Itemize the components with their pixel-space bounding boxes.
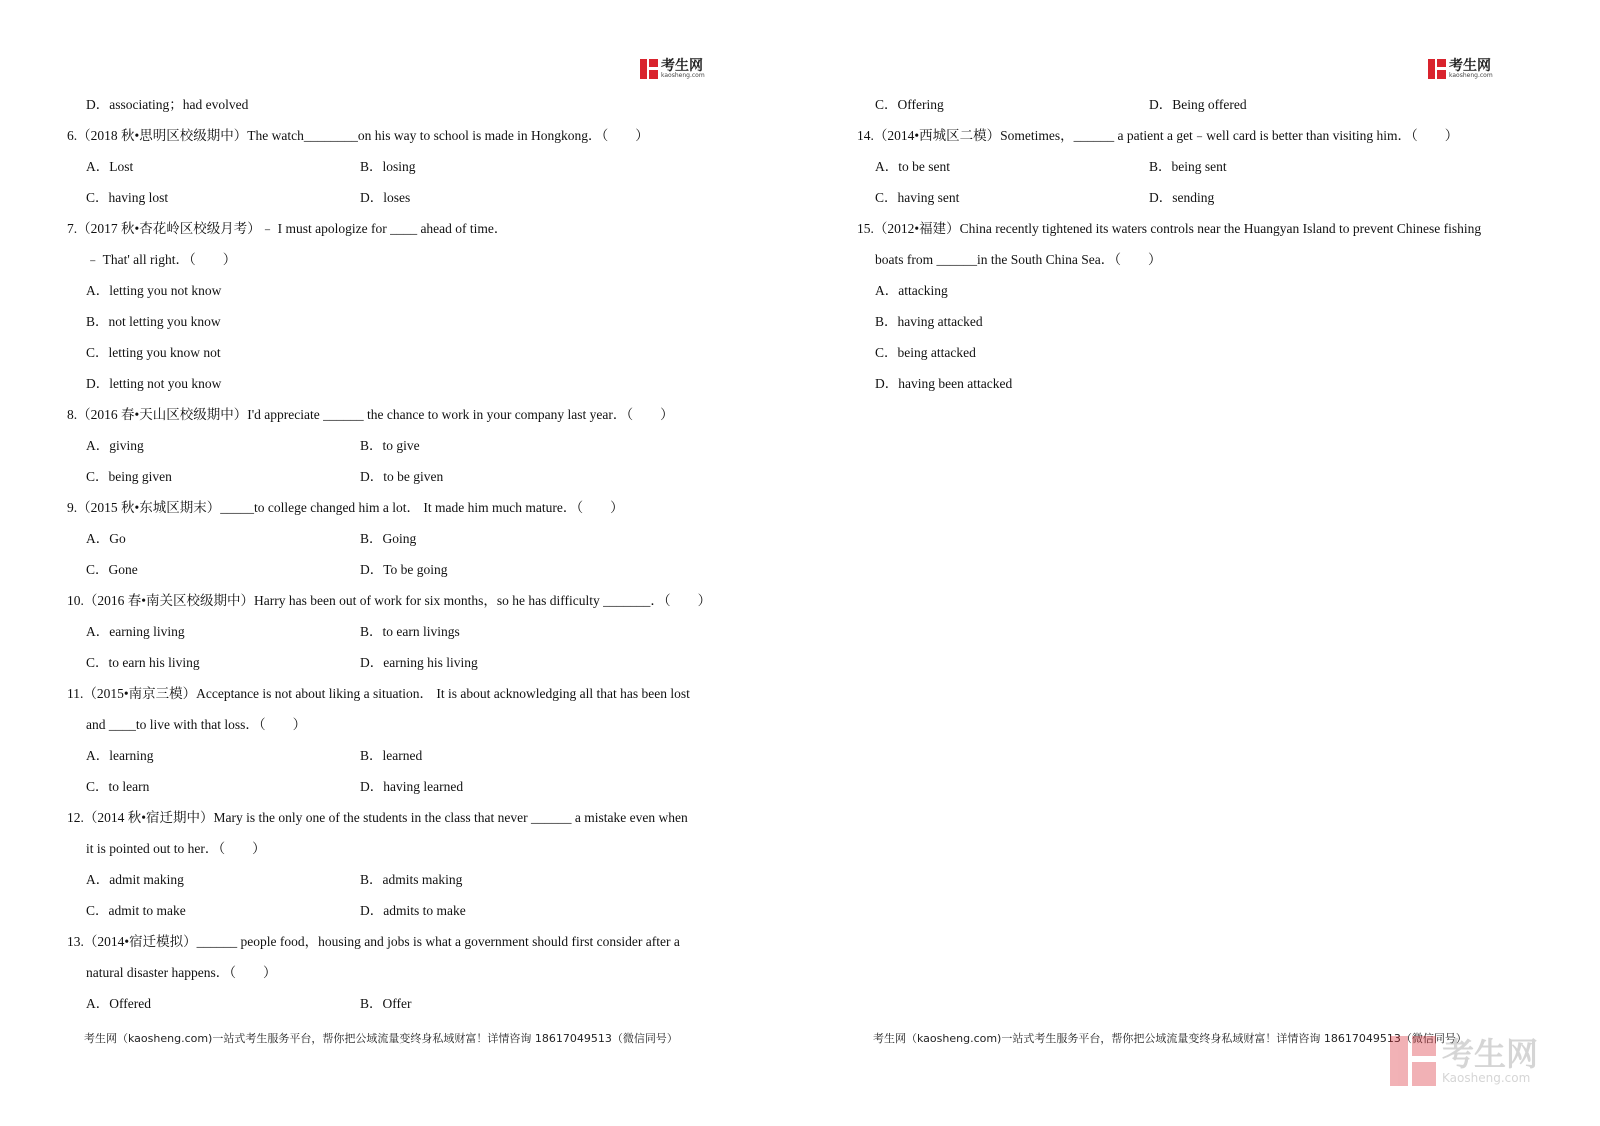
option-text: B．having attacked — [875, 314, 983, 329]
option-text: A．earning living — [86, 624, 185, 639]
option-text: B．admits making — [360, 872, 463, 887]
option-text: A．giving — [86, 438, 144, 453]
option-text: D．to be given — [360, 469, 444, 484]
question-text: it is pointed out to her．（ ） — [86, 841, 266, 856]
option-text: C．being attacked — [875, 345, 976, 360]
question-text: 13.（2014•宿迁模拟）______ people food，housing and jobs is what a government should first consider after a — [67, 934, 680, 949]
option-text: C．letting you know not — [86, 345, 221, 360]
kaosheng-logo — [640, 58, 705, 80]
watermark-name: 考生网 — [1442, 1035, 1539, 1073]
page-footer: 考生网（kaosheng.com)一站式考生服务平台，帮你把公域流量变终身私域财富！详情咨询 18617049513（微信同号） — [84, 1032, 678, 1045]
question-text: ﹣ That' all right．（ ） — [86, 252, 237, 267]
option-text: D．earning his living — [360, 655, 478, 670]
question-text: 7.（2017 秋•杏花岭区校级月考）﹣ I must apologize for ____ ahead of time． — [67, 221, 508, 236]
option-text: C．having lost — [86, 190, 169, 205]
option-text: B．learned — [360, 748, 423, 763]
question-text: 8.（2016 春•天山区校级期中）I'd appreciate ______ the chance to work in your company last year．（ ） — [67, 407, 674, 422]
option-text: A．Go — [86, 531, 126, 546]
page-footer: 考生网（kaosheng.com)一站式考生服务平台，帮你把公域流量变终身私域财富！详情咨询 18617049513（微信同号） — [873, 1032, 1467, 1045]
option-text: A．Offered — [86, 996, 151, 1011]
option-text: C．admit to make — [86, 903, 186, 918]
option-text: C．to learn — [86, 779, 150, 794]
option-text: B．not letting you know — [86, 314, 221, 329]
question-text: boats from ______in the South China Sea．（ ） — [875, 252, 1162, 267]
option-text: B．being sent — [1149, 159, 1227, 174]
option-text: D．having been attacked — [875, 376, 1013, 391]
option-text: A．learning — [86, 748, 154, 763]
option-text: B．Offer — [360, 996, 412, 1011]
option-text: A．letting you not know — [86, 283, 222, 298]
question-text: 14.（2014•西城区二模）Sometimes，______ a patient a get﹣well card is better than visiting him．（ ） — [857, 128, 1459, 143]
option-text: D．loses — [360, 190, 411, 205]
logo-domain: kaosheng.com — [661, 72, 705, 79]
question-text: 11.（2015•南京三模）Acceptance is not about liking a situation． It is about acknowledging all that has been lost — [67, 686, 690, 701]
logo-domain: kaosheng.com — [1449, 72, 1493, 79]
kaosheng-watermark — [1390, 1036, 1538, 1086]
kaosheng-logo-icon — [1428, 59, 1446, 79]
question-text: natural disaster happens．（ ） — [86, 965, 277, 980]
watermark-domain: Kaosheng.com — [1442, 1071, 1531, 1085]
option-text: C．having sent — [875, 190, 960, 205]
option-text: A．admit making — [86, 872, 184, 887]
option-text: D．To be going — [360, 562, 448, 577]
option-text: B．to give — [360, 438, 420, 453]
kaosheng-logo-icon — [640, 59, 658, 79]
option-text: C．to earn his living — [86, 655, 200, 670]
option-text: D．sending — [1149, 190, 1215, 205]
option-text: B．losing — [360, 159, 416, 174]
kaosheng-watermark-icon — [1390, 1036, 1436, 1086]
option-text: B．Going — [360, 531, 417, 546]
option-text: D．associating；had evolved — [86, 97, 249, 112]
option-text: D．letting not you know — [86, 376, 222, 391]
question-text: and ____to live with that loss．（ ） — [86, 717, 307, 732]
logo-name: 考生网 — [1449, 58, 1491, 74]
option-text: D．having learned — [360, 779, 464, 794]
question-text: 9.（2015 秋•东城区期末）_____to college changed him a lot． It made him much mature．（ ） — [67, 500, 624, 515]
question-text: 12.（2014 秋•宿迁期中）Mary is the only one of the students in the class that never ______ a mistake even when — [67, 810, 688, 825]
option-text: C．being given — [86, 469, 172, 484]
question-text: 6.（2018 秋•思明区校级期中）The watch________on his way to school is made in Hongkong．（ ） — [67, 128, 649, 143]
option-text: C．Offering — [875, 97, 944, 112]
logo-name: 考生网 — [661, 58, 703, 74]
option-text: A．Lost — [86, 159, 134, 174]
question-text: 10.（2016 春•南关区校级期中）Harry has been out of work for six months，so he has difficulty _______．（ ） — [67, 593, 712, 608]
option-text: C．Gone — [86, 562, 138, 577]
option-text: A．attacking — [875, 283, 948, 298]
option-text: D．admits to make — [360, 903, 466, 918]
option-text: D．Being offered — [1149, 97, 1247, 112]
question-text: 15.（2012•福建）China recently tightened its waters controls near the Huangyan Island to prevent Chinese fishing — [857, 221, 1482, 236]
option-text: A．to be sent — [875, 159, 950, 174]
kaosheng-logo — [1428, 58, 1493, 80]
option-text: B．to earn livings — [360, 624, 460, 639]
